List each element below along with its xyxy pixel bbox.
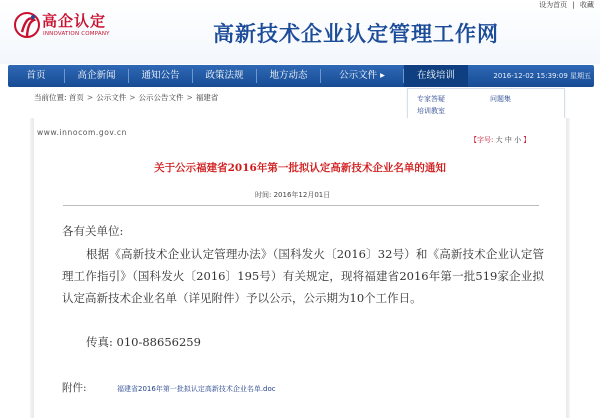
training-dropdown xyxy=(407,88,565,120)
font-size-close-bracket: 】 xyxy=(523,136,531,144)
set-homepage-link[interactable]: 设为首页 xyxy=(539,1,568,9)
nav-datetime: 2016-12-02 15:39:09 星期五 xyxy=(493,72,591,80)
top-links-separator: | xyxy=(572,1,575,9)
nav-item-online-training[interactable]: 在线培训 xyxy=(404,65,468,87)
nav-item-home[interactable]: 首页 xyxy=(26,70,46,81)
dropdown-item-expert-qa[interactable]: 专家答疑 xyxy=(417,95,445,103)
top-links xyxy=(536,0,594,12)
breadcrumb-separator: > xyxy=(129,93,136,102)
article-title: 关于公示福建省2016年第一批拟认定高新技术企业名单的通知 xyxy=(154,162,446,174)
nav-item-public-files[interactable]: 公示文件 ▸ xyxy=(339,70,385,81)
nav-item-local-news[interactable]: 地方动态 xyxy=(269,70,308,81)
logo-icon xyxy=(14,10,40,44)
dropdown-item-faq[interactable]: 问题集 xyxy=(490,95,511,103)
font-size-medium[interactable]: 中 xyxy=(504,136,512,144)
font-size-switcher xyxy=(470,135,530,145)
font-size-small[interactable]: 小 xyxy=(514,136,522,144)
publish-time xyxy=(255,190,330,200)
breadcrumb-item-announcements[interactable]: 公示公告文件 xyxy=(138,93,184,102)
main-nav xyxy=(8,65,594,87)
breadcrumb xyxy=(34,92,218,103)
breadcrumb-label: 当前位置: xyxy=(34,93,67,102)
publish-time-value: 2016年12月01日 xyxy=(273,191,331,199)
breadcrumb-separator: > xyxy=(86,93,94,102)
attachment-link[interactable]: 福建省2016年第一批拟认定高新技术企业名单.doc xyxy=(117,385,276,393)
article-salutation: 各有关单位: xyxy=(62,224,124,238)
article-fax: 传真: 010-88656259 xyxy=(86,335,201,349)
attachment-label: 附件: xyxy=(62,382,87,394)
font-size-label: 【字号: xyxy=(470,136,494,144)
site-header xyxy=(0,0,600,64)
breadcrumb-item-public-files[interactable]: 公示文件 xyxy=(96,93,127,102)
nav-item-notices[interactable]: 通知公告 xyxy=(141,70,180,81)
publish-time-label: 时间: xyxy=(255,191,272,199)
site-url: www.innocom.gov.cn xyxy=(37,128,127,137)
logo-text: 高企认定 xyxy=(42,12,107,30)
breadcrumb-item-fujian[interactable]: 福建省 xyxy=(195,93,219,102)
breadcrumb-separator: > xyxy=(186,93,193,102)
font-size-large[interactable]: 大 xyxy=(495,136,503,144)
breadcrumb-item-home[interactable]: 首页 xyxy=(68,93,84,102)
add-favorite-link[interactable]: 收藏 xyxy=(580,1,594,9)
site-title: 高新技术企业认定管理工作网 xyxy=(213,21,499,46)
divider xyxy=(63,205,539,206)
dropdown-item-classroom[interactable]: 培训教室 xyxy=(417,107,445,115)
logo-subtext: INNOVATION COMPANY xyxy=(43,31,110,37)
nav-item-news[interactable]: 高企新闻 xyxy=(77,70,116,81)
article-paragraph: 根据《高新技术企业认定管理办法》（国科发火〔2016〕32号）和《高新技术企业认定管理工作指引》（国科发火〔2016〕195号）有关规定，现将福建省2016年第一批519家企业拟认定高新技术企业名单（详见附件）予以公示，公示期为10个工作日。 xyxy=(62,247,544,305)
nav-item-policies[interactable]: 政策法规 xyxy=(205,70,244,81)
